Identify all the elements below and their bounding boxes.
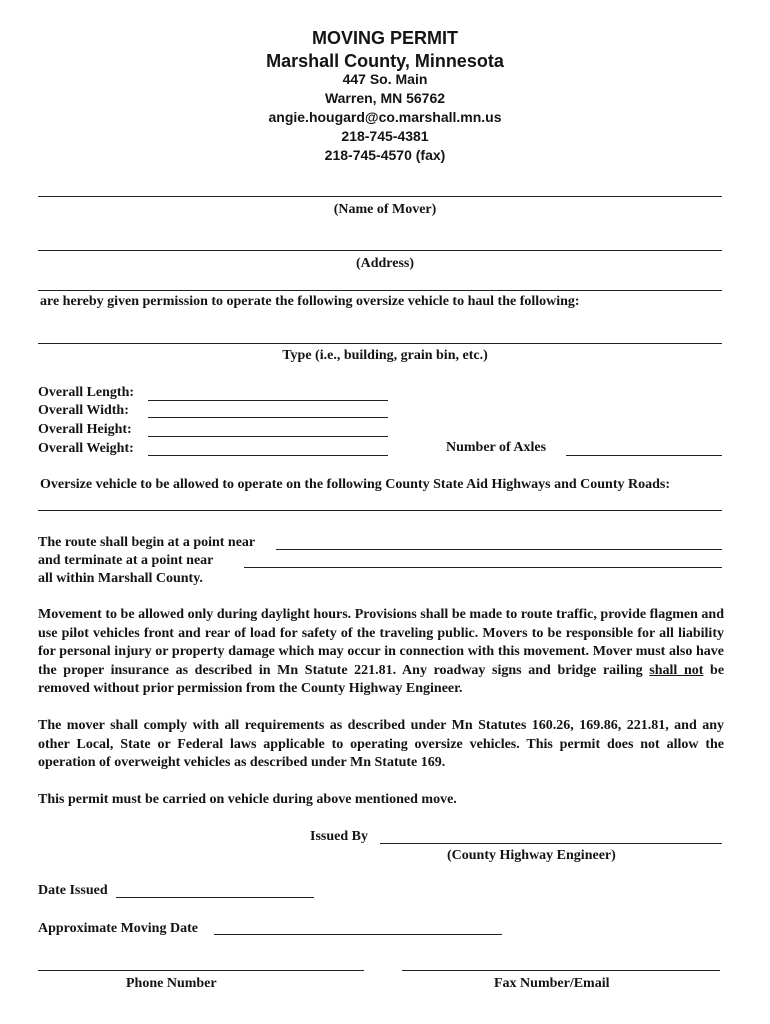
- overall-weight-label: Overall Weight:: [38, 441, 134, 456]
- separator-line: [38, 290, 722, 291]
- overall-length-field[interactable]: [148, 400, 388, 401]
- office-phone: 218-745-4381: [341, 128, 429, 144]
- engineer-label: (County Highway Engineer): [447, 848, 616, 863]
- overall-height-field[interactable]: [148, 436, 388, 437]
- mover-address-line[interactable]: [38, 250, 722, 251]
- document-title: MOVING PERMIT: [311, 28, 458, 48]
- load-type-line[interactable]: [38, 343, 722, 344]
- fax-email-field[interactable]: [402, 970, 720, 971]
- carry-permit-text: This permit must be carried on vehicle during above mentioned move.: [38, 792, 457, 807]
- movement-paragraph: Movement to be allowed only during daylight hours. Provisions shall be made to route traffic, provide flagmen and use pilot vehicles front and rear of load for safety of the traveling public. Movers to be responsible for all liability for personal injury or property damage which may occur in connection with this movement. Mover must also have the proper insurance as described in Mn Statute 221.81. Any roadway signs and bridge railing shall not be removed without prior permission from the County Highway Engineer.: [38, 607, 725, 696]
- compliance-paragraph: The mover shall comply with all requirements as described under Mn Statutes 160.26, 169.86, 221.81, and any other Local, State or Federal laws applicable to operating oversize vehicles. This permit does not allow the operation of overweight vehicles as described under Mn Statute 169.: [38, 718, 724, 770]
- issued-by-label: Issued By: [310, 829, 368, 844]
- axles-label: Number of Axles: [446, 440, 547, 455]
- route-end-field[interactable]: [244, 567, 722, 568]
- load-type-label: Type (i.e., building, grain bin, etc.): [282, 348, 488, 363]
- mover-name-label: (Name of Mover): [333, 202, 437, 217]
- route-end-label: and terminate at a point near: [38, 553, 214, 568]
- overall-length-label: Overall Length:: [38, 385, 135, 400]
- moving-date-field[interactable]: [214, 934, 502, 935]
- phone-number-field[interactable]: [38, 970, 364, 971]
- office-city: Warren, MN 56762: [324, 90, 446, 106]
- office-address: 447 So. Main: [342, 71, 428, 87]
- moving-date-label: Approximate Moving Date: [38, 921, 198, 936]
- shall-not-emphasis: shall not: [649, 662, 704, 678]
- office-email: angie.hougard@co.marshall.mn.us: [268, 109, 502, 125]
- issued-by-field[interactable]: [380, 843, 722, 844]
- date-issued-field[interactable]: [116, 897, 314, 898]
- mover-address-label: (Address): [355, 256, 415, 271]
- office-fax: 218-745-4570 (fax): [324, 147, 446, 163]
- route-within-text: all within Marshall County.: [38, 571, 203, 586]
- route-begin-field[interactable]: [276, 549, 722, 550]
- overall-width-field[interactable]: [148, 417, 388, 418]
- overall-height-label: Overall Height:: [38, 422, 132, 437]
- axles-field[interactable]: [566, 455, 722, 456]
- fax-email-label: Fax Number/Email: [494, 976, 610, 991]
- roads-field[interactable]: [38, 510, 722, 511]
- overall-weight-field[interactable]: [148, 455, 388, 456]
- phone-number-label: Phone Number: [126, 976, 217, 991]
- permission-text: are hereby given permission to operate the following oversize vehicle to haul the following:: [40, 294, 580, 309]
- route-begin-label: The route shall begin at a point near: [38, 535, 256, 550]
- date-issued-label: Date Issued: [38, 883, 108, 898]
- roads-text: Oversize vehicle to be allowed to operate on the following County State Aid Highways and County Roads:: [40, 477, 670, 492]
- mover-name-line[interactable]: [38, 196, 722, 197]
- overall-width-label: Overall Width:: [38, 403, 129, 418]
- county-name: Marshall County, Minnesota: [266, 51, 504, 71]
